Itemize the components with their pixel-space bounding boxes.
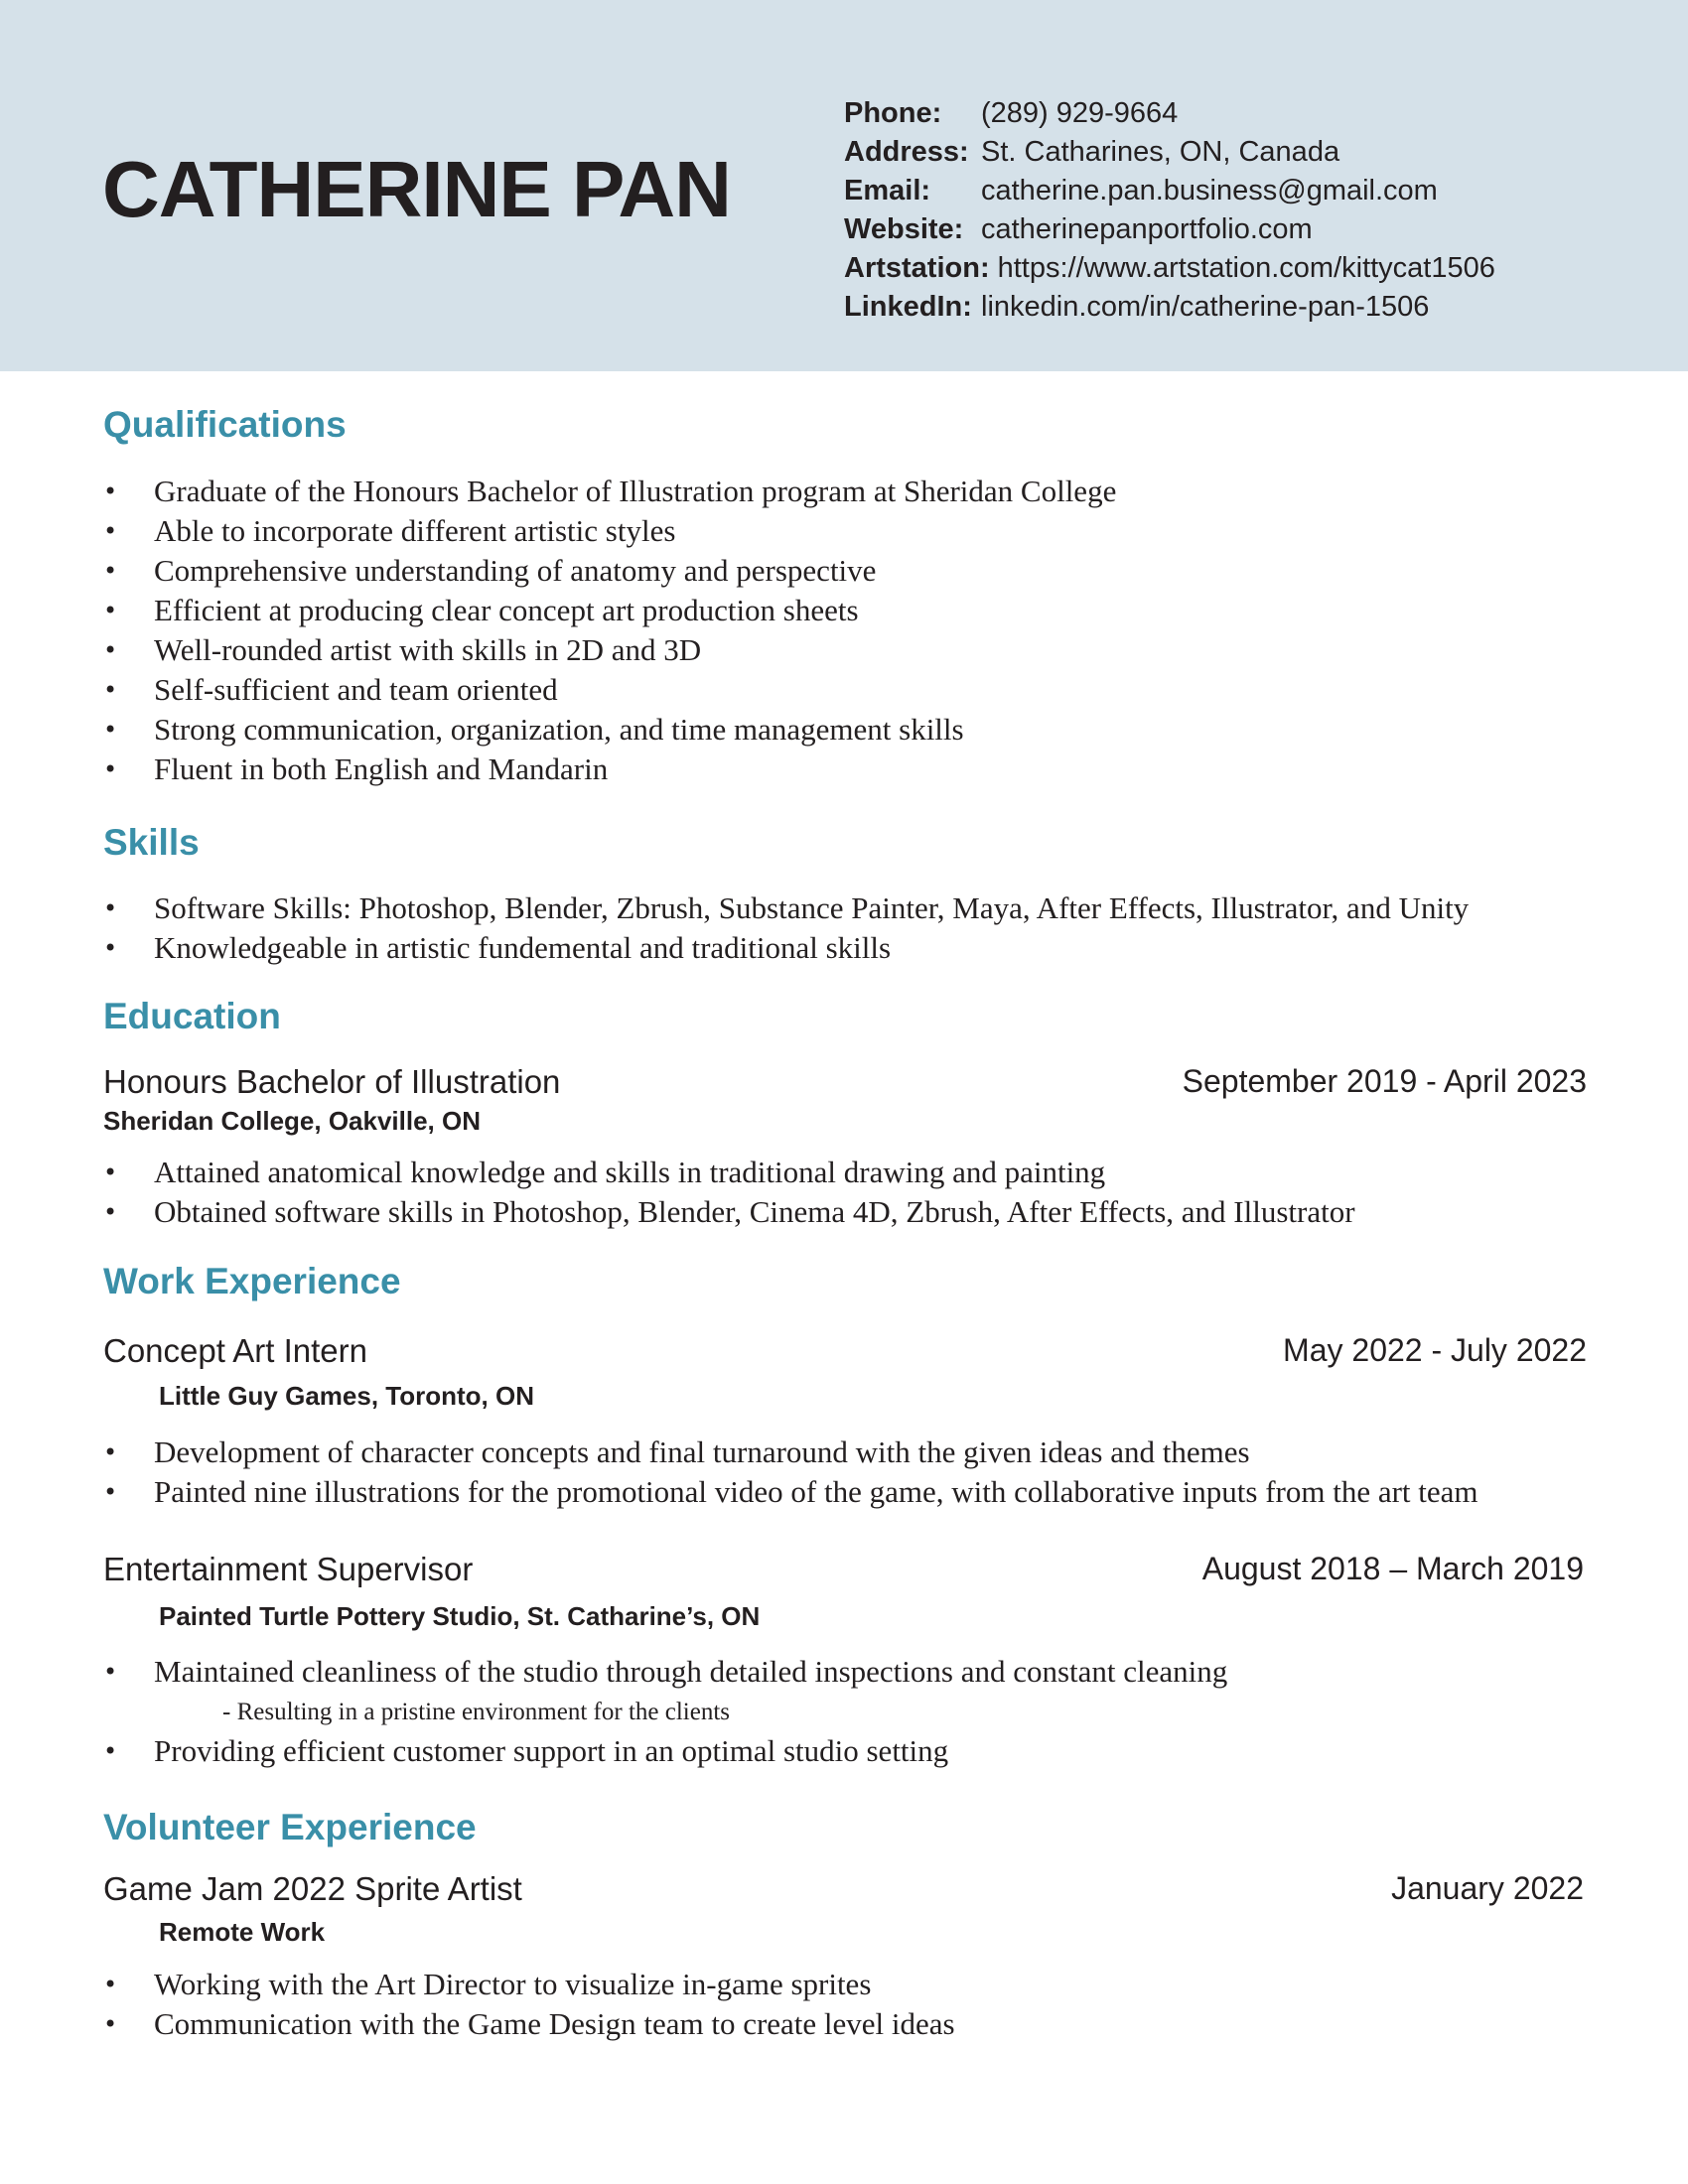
education-degree: Honours Bachelor of Illustration bbox=[103, 1063, 561, 1100]
contact-phone bbox=[844, 94, 1658, 133]
person-name: CATHERINE PAN bbox=[102, 145, 731, 233]
contact-artstation bbox=[844, 249, 1658, 288]
job-organization: Little Guy Games, Toronto, ON bbox=[159, 1381, 534, 1411]
list-item: • Communication with the Game Design team to create level ideas bbox=[103, 2004, 1652, 2044]
job-duties-list bbox=[103, 1731, 1652, 1771]
job-title: Entertainment Supervisor bbox=[103, 1551, 474, 1587]
contact-label: Address: bbox=[844, 136, 969, 168]
contact-value: catherinepanportfolio.com bbox=[981, 213, 1313, 245]
section-title-qualifications: Qualifications bbox=[103, 404, 347, 445]
skills-list bbox=[103, 888, 1652, 968]
list-item: • Able to incorporate different artistic styles bbox=[103, 511, 1652, 551]
job-dates: May 2022 - July 2022 bbox=[1283, 1332, 1587, 1368]
education-dates: September 2019 - April 2023 bbox=[1182, 1063, 1587, 1099]
section-title-skills: Skills bbox=[103, 822, 200, 863]
contact-label: LinkedIn: bbox=[844, 291, 972, 323]
contact-value: https://www.artstation.com/kittycat1506 bbox=[997, 252, 1495, 284]
contact-value: linkedin.com/in/catherine-pan-1506 bbox=[981, 291, 1430, 323]
contact-label: Artstation: bbox=[844, 252, 990, 284]
list-item: • Obtained software skills in Photoshop, Blender, Cinema 4D, Zbrush, After Effects, and Illustrator bbox=[103, 1192, 1652, 1232]
volunteer-dates: January 2022 bbox=[1391, 1870, 1584, 1906]
contact-email bbox=[844, 172, 1658, 210]
list-item: • Providing efficient customer support in an optimal studio setting bbox=[103, 1731, 1652, 1771]
header-banner bbox=[0, 0, 1688, 371]
list-item: • Knowledgeable in artistic fundemental and traditional skills bbox=[103, 928, 1652, 968]
section-title-work-experience: Work Experience bbox=[103, 1261, 401, 1301]
list-item: • Software Skills: Photoshop, Blender, Zbrush, Substance Painter, Maya, After Effects, Illustrator, and Unity bbox=[103, 888, 1652, 928]
volunteer-list bbox=[103, 1965, 1652, 2044]
list-item: • Well-rounded artist with skills in 2D and 3D bbox=[103, 630, 1652, 670]
contact-label: Email: bbox=[844, 175, 931, 206]
contact-website bbox=[844, 210, 1658, 249]
list-item: • Self-sufficient and team oriented bbox=[103, 670, 1652, 710]
contact-address bbox=[844, 133, 1658, 172]
list-item: • Fluent in both English and Mandarin bbox=[103, 750, 1652, 789]
contact-value: (289) 929-9664 bbox=[981, 97, 1179, 129]
contact-info bbox=[844, 94, 1658, 327]
contact-value: St. Catharines, ON, Canada bbox=[981, 136, 1340, 168]
contact-label: Phone: bbox=[844, 97, 942, 129]
list-item: • Attained anatomical knowledge and skills in traditional drawing and painting bbox=[103, 1153, 1652, 1192]
list-item: • Development of character concepts and final turnaround with the given ideas and themes bbox=[103, 1433, 1652, 1472]
list-item: • Working with the Art Director to visualize in-game sprites bbox=[103, 1965, 1652, 2004]
contact-value: catherine.pan.business@gmail.com bbox=[981, 175, 1438, 206]
section-title-education: Education bbox=[103, 996, 281, 1036]
qualifications-list bbox=[103, 472, 1652, 789]
education-list bbox=[103, 1153, 1652, 1232]
job-title: Concept Art Intern bbox=[103, 1332, 367, 1369]
sub-list-item: - Resulting in a pristine environment for the clients bbox=[222, 1699, 730, 1725]
job-dates: August 2018 – March 2019 bbox=[1201, 1551, 1584, 1586]
education-school: Sheridan College, Oakville, ON bbox=[103, 1106, 482, 1136]
list-item: • Painted nine illustrations for the promotional video of the game, with collaborative inputs from the art team bbox=[103, 1472, 1652, 1512]
contact-label: Website: bbox=[844, 213, 964, 245]
job-duties-list bbox=[103, 1433, 1652, 1512]
section-title-volunteer-experience: Volunteer Experience bbox=[103, 1807, 477, 1847]
list-item: • Comprehensive understanding of anatomy and perspective bbox=[103, 551, 1652, 591]
list-item: • Strong communication, organization, and time management skills bbox=[103, 710, 1652, 750]
list-item: • Efficient at producing clear concept art production sheets bbox=[103, 591, 1652, 630]
volunteer-role: Game Jam 2022 Sprite Artist bbox=[103, 1870, 522, 1907]
job-duties-list bbox=[103, 1652, 1652, 1692]
contact-linkedin bbox=[844, 288, 1658, 327]
list-item: • Maintained cleanliness of the studio through detailed inspections and constant cleaning bbox=[103, 1652, 1652, 1692]
job-organization: Painted Turtle Pottery Studio, St. Catharine’s, ON bbox=[159, 1601, 761, 1631]
list-item: • Graduate of the Honours Bachelor of Illustration program at Sheridan College bbox=[103, 472, 1652, 511]
volunteer-organization: Remote Work bbox=[159, 1917, 326, 1947]
